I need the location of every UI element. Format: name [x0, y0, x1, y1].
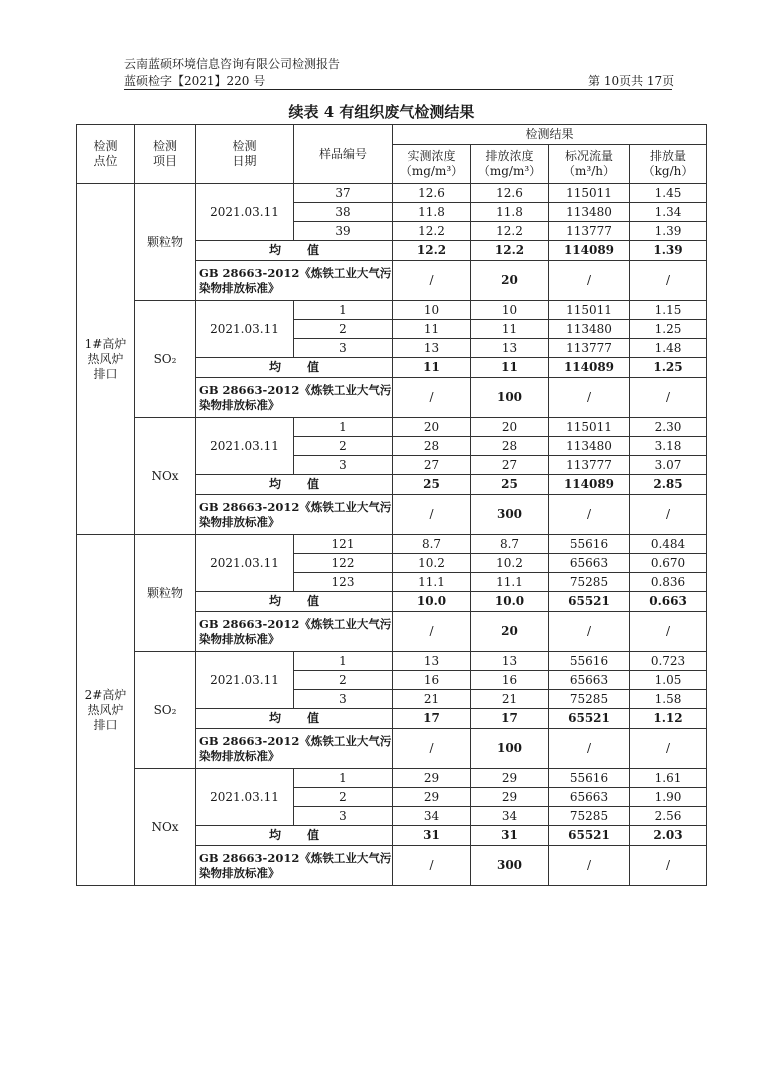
average-label-b: 值: [307, 711, 320, 725]
average-flow: 65521: [549, 592, 630, 612]
sample-no: 39: [294, 222, 393, 241]
value-rate: 0.836: [630, 573, 707, 592]
value-measured: 8.7: [393, 535, 471, 554]
value-rate: 1.34: [630, 203, 707, 222]
value-flow: 115011: [549, 418, 630, 437]
value-flow: 113777: [549, 456, 630, 475]
standard-measured: /: [393, 612, 471, 652]
average-label: [196, 475, 393, 495]
average-rate: 1.25: [630, 358, 707, 378]
standard-flow: /: [549, 495, 630, 535]
standard-rate: /: [630, 261, 707, 301]
standard-emission: 20: [471, 612, 549, 652]
value-flow: 115011: [549, 184, 630, 203]
standard-label: GB 28663-2012《炼铁工业大气污染物排放标准》: [196, 846, 393, 886]
average-label-b: 值: [307, 477, 320, 491]
standard-flow: /: [549, 612, 630, 652]
results-table-body: [77, 125, 707, 886]
value-rate: 1.58: [630, 690, 707, 709]
value-rate: 3.07: [630, 456, 707, 475]
table-row: [77, 652, 707, 671]
standard-measured: /: [393, 495, 471, 535]
value-emission: 21: [471, 690, 549, 709]
average-emission: 17: [471, 709, 549, 729]
value-measured: 10: [393, 301, 471, 320]
value-measured: 13: [393, 339, 471, 358]
value-emission: 11.1: [471, 573, 549, 592]
standard-measured: /: [393, 729, 471, 769]
standard-emission: 100: [471, 378, 549, 418]
value-flow: 113480: [549, 203, 630, 222]
table-row: [77, 535, 707, 554]
value-measured: 16: [393, 671, 471, 690]
average-label: [196, 241, 393, 261]
sample-no: 3: [294, 807, 393, 826]
average-rate: 2.03: [630, 826, 707, 846]
average-measured: 10.0: [393, 592, 471, 612]
value-flow: 115011: [549, 301, 630, 320]
average-measured: 31: [393, 826, 471, 846]
value-measured: 28: [393, 437, 471, 456]
value-rate: 1.39: [630, 222, 707, 241]
value-rate: 0.723: [630, 652, 707, 671]
test-date: 2021.03.11: [196, 535, 294, 592]
value-emission: 34: [471, 807, 549, 826]
value-emission: 27: [471, 456, 549, 475]
header-emission: [471, 145, 549, 184]
average-flow: 65521: [549, 709, 630, 729]
sample-no: 2: [294, 320, 393, 339]
results-table: [76, 124, 707, 886]
average-label-a: 均: [268, 594, 281, 608]
value-emission: 13: [471, 652, 549, 671]
sample-no: 122: [294, 554, 393, 573]
item-name: NOx: [135, 418, 196, 535]
test-date: 2021.03.11: [196, 184, 294, 241]
standard-emission: 100: [471, 729, 549, 769]
average-emission: 12.2: [471, 241, 549, 261]
value-rate: 2.56: [630, 807, 707, 826]
value-emission: 29: [471, 769, 549, 788]
value-flow: 75285: [549, 573, 630, 592]
item-name: SO₂: [135, 652, 196, 769]
item-name: NOx: [135, 769, 196, 886]
value-measured: 29: [393, 788, 471, 807]
value-emission: 28: [471, 437, 549, 456]
sample-no: 3: [294, 690, 393, 709]
sample-no: 1: [294, 301, 393, 320]
average-label-b: 值: [307, 594, 320, 608]
table-title: 续表 4 有组织废气检测结果: [288, 103, 475, 121]
table-row: [77, 418, 707, 437]
value-rate: 1.25: [630, 320, 707, 339]
value-rate: 1.48: [630, 339, 707, 358]
value-emission: 11.8: [471, 203, 549, 222]
value-measured: 12.6: [393, 184, 471, 203]
value-rate: 3.18: [630, 437, 707, 456]
point-cell: [77, 184, 135, 535]
header-rate: [630, 145, 707, 184]
item-name: SO₂: [135, 301, 196, 418]
header-emission-label: 排放浓度 （mg/m³）: [477, 149, 542, 178]
company-report-header: 云南蓝硕环境信息咨询有限公司检测报告: [124, 57, 341, 71]
header-flow: [549, 145, 630, 184]
value-emission: 16: [471, 671, 549, 690]
header-measured-label: 实测浓度 （mg/m³）: [399, 149, 464, 178]
average-label-a: 均: [268, 828, 281, 842]
sample-no: 1: [294, 769, 393, 788]
sample-no: 3: [294, 456, 393, 475]
report-number: 蓝硕检字【2021】220 号: [124, 74, 266, 88]
average-label-a: 均: [268, 711, 281, 725]
average-label: [196, 826, 393, 846]
average-rate: 1.12: [630, 709, 707, 729]
page-number: 第 10页共 17页: [588, 74, 675, 88]
standard-rate: /: [630, 612, 707, 652]
value-measured: 27: [393, 456, 471, 475]
sample-no: 38: [294, 203, 393, 222]
value-rate: 1.15: [630, 301, 707, 320]
header-date: [196, 125, 294, 184]
standard-label: GB 28663-2012《炼铁工业大气污染物排放标准》: [196, 612, 393, 652]
header-point-label: 检测 点位: [93, 139, 118, 168]
header-flow-label: 标况流量 （m³/h）: [563, 149, 615, 178]
value-flow: 55616: [549, 535, 630, 554]
value-flow: 55616: [549, 769, 630, 788]
table-row: [77, 769, 707, 788]
standard-label: GB 28663-2012《炼铁工业大气污染物排放标准》: [196, 261, 393, 301]
average-label-a: 均: [268, 477, 281, 491]
value-emission: 29: [471, 788, 549, 807]
average-label: [196, 358, 393, 378]
standard-rate: /: [630, 729, 707, 769]
value-measured: 12.2: [393, 222, 471, 241]
value-measured: 13: [393, 652, 471, 671]
value-measured: 34: [393, 807, 471, 826]
sample-no: 37: [294, 184, 393, 203]
value-measured: 11.8: [393, 203, 471, 222]
value-flow: 113777: [549, 222, 630, 241]
sample-no: 1: [294, 652, 393, 671]
header-item-label: 检测 项目: [152, 139, 177, 168]
average-label-b: 值: [307, 828, 320, 842]
standard-measured: /: [393, 378, 471, 418]
value-flow: 113480: [549, 437, 630, 456]
header-sample-no: 样品编号: [294, 125, 393, 184]
value-measured: 10.2: [393, 554, 471, 573]
value-emission: 13: [471, 339, 549, 358]
average-measured: 17: [393, 709, 471, 729]
average-rate: 2.85: [630, 475, 707, 495]
sample-no: 121: [294, 535, 393, 554]
header-divider: [124, 89, 672, 90]
standard-label: GB 28663-2012《炼铁工业大气污染物排放标准》: [196, 729, 393, 769]
average-flow: 65521: [549, 826, 630, 846]
point-cell: [77, 535, 135, 886]
value-measured: 20: [393, 418, 471, 437]
value-rate: 1.61: [630, 769, 707, 788]
standard-emission: 300: [471, 846, 549, 886]
average-measured: 12.2: [393, 241, 471, 261]
value-measured: 11.1: [393, 573, 471, 592]
average-label-a: 均: [268, 360, 281, 374]
average-rate: 0.663: [630, 592, 707, 612]
average-flow: 114089: [549, 475, 630, 495]
value-flow: 75285: [549, 690, 630, 709]
sample-no: 1: [294, 418, 393, 437]
value-measured: 11: [393, 320, 471, 339]
value-flow: 55616: [549, 652, 630, 671]
average-emission: 10.0: [471, 592, 549, 612]
average-flow: 114089: [549, 241, 630, 261]
standard-measured: /: [393, 846, 471, 886]
test-date: 2021.03.11: [196, 418, 294, 475]
sample-no: 123: [294, 573, 393, 592]
standard-label: GB 28663-2012《炼铁工业大气污染物排放标准》: [196, 495, 393, 535]
average-emission: 11: [471, 358, 549, 378]
standard-emission: 20: [471, 261, 549, 301]
point-name: 2#高炉 热风炉 排口: [84, 687, 127, 732]
value-emission: 10: [471, 301, 549, 320]
value-flow: 113777: [549, 339, 630, 358]
average-label: [196, 709, 393, 729]
value-emission: 11: [471, 320, 549, 339]
average-emission: 25: [471, 475, 549, 495]
value-flow: 65663: [549, 671, 630, 690]
point-name: 1#高炉 热风炉 排口: [84, 336, 127, 381]
header-rate-label: 排放量 （kg/h）: [642, 149, 694, 178]
average-rate: 1.39: [630, 241, 707, 261]
item-name: 颗粒物: [135, 184, 196, 301]
average-label: [196, 592, 393, 612]
value-rate: 1.45: [630, 184, 707, 203]
test-date: 2021.03.11: [196, 301, 294, 358]
header-measured: [393, 145, 471, 184]
sample-no: 2: [294, 437, 393, 456]
average-flow: 114089: [549, 358, 630, 378]
average-measured: 25: [393, 475, 471, 495]
value-rate: 2.30: [630, 418, 707, 437]
value-flow: 75285: [549, 807, 630, 826]
sample-no: 3: [294, 339, 393, 358]
standard-flow: /: [549, 729, 630, 769]
value-measured: 21: [393, 690, 471, 709]
standard-rate: /: [630, 495, 707, 535]
table-row: [77, 184, 707, 203]
value-emission: 12.6: [471, 184, 549, 203]
value-rate: 0.484: [630, 535, 707, 554]
standard-rate: /: [630, 378, 707, 418]
table-row: [77, 301, 707, 320]
value-emission: 20: [471, 418, 549, 437]
header-results: 检测结果: [393, 125, 707, 145]
header-item: [135, 125, 196, 184]
header-row-1: [77, 125, 707, 145]
average-emission: 31: [471, 826, 549, 846]
header-point: [77, 125, 135, 184]
standard-rate: /: [630, 846, 707, 886]
standard-emission: 300: [471, 495, 549, 535]
header-date-label: 检测 日期: [232, 139, 257, 168]
sample-no: 2: [294, 788, 393, 807]
value-emission: 12.2: [471, 222, 549, 241]
average-label-b: 值: [307, 360, 320, 374]
standard-label: GB 28663-2012《炼铁工业大气污染物排放标准》: [196, 378, 393, 418]
average-measured: 11: [393, 358, 471, 378]
standard-measured: /: [393, 261, 471, 301]
sample-no: 2: [294, 671, 393, 690]
average-label-b: 值: [307, 243, 320, 257]
value-measured: 29: [393, 769, 471, 788]
standard-flow: /: [549, 378, 630, 418]
standard-flow: /: [549, 261, 630, 301]
standard-flow: /: [549, 846, 630, 886]
value-flow: 113480: [549, 320, 630, 339]
value-flow: 65663: [549, 788, 630, 807]
value-flow: 65663: [549, 554, 630, 573]
average-label-a: 均: [268, 243, 281, 257]
value-emission: 10.2: [471, 554, 549, 573]
test-date: 2021.03.11: [196, 769, 294, 826]
value-rate: 1.05: [630, 671, 707, 690]
value-rate: 0.670: [630, 554, 707, 573]
value-rate: 1.90: [630, 788, 707, 807]
value-emission: 8.7: [471, 535, 549, 554]
item-name: 颗粒物: [135, 535, 196, 652]
test-date: 2021.03.11: [196, 652, 294, 709]
